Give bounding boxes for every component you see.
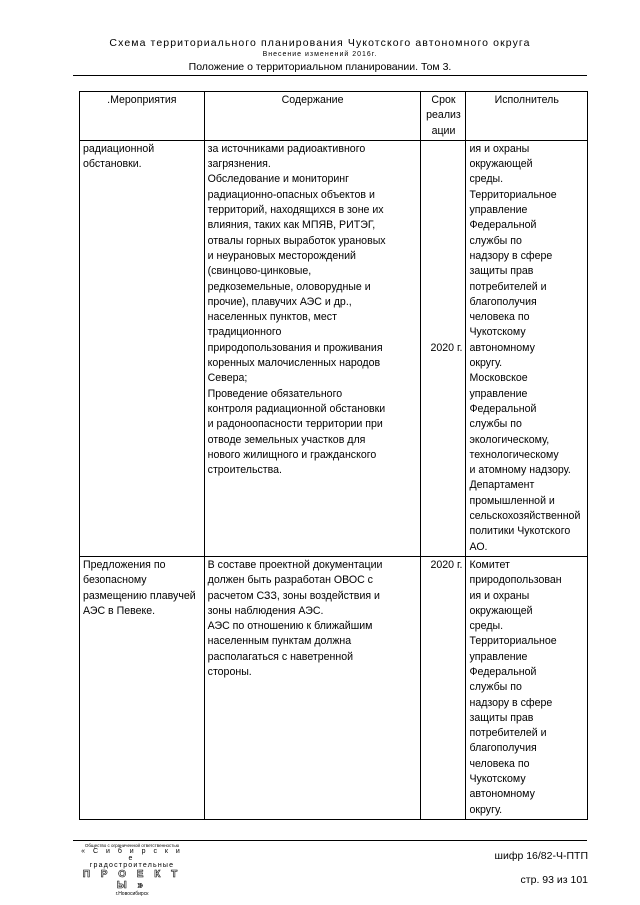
footer-divider	[73, 840, 587, 841]
measure-cell: Предложения по безопасному размещению плавучей АЭС в Певеке.	[80, 556, 205, 819]
column-header-content: Содержание	[204, 92, 421, 141]
term-value: 2020 г.	[430, 341, 463, 354]
executor-cell: ия и охраны окружающей среды. Территориальное управление Федеральной службы по надзору в сфере защиты прав потребителей и благополучия человека по Чукотскому автономному округу. Московское управление Федеральной службы по экологическому, технологическому и атомному надзору. Департамент промышленной и сельскохозяйственной политики Чукотского АО.	[466, 140, 588, 556]
logo-line-3: градостроительные	[89, 862, 175, 869]
table-row	[80, 140, 588, 556]
company-logo	[77, 843, 187, 897]
column-header-term: Срок реализ ации	[421, 92, 466, 141]
column-header-measures: .Мероприятия	[80, 92, 205, 141]
column-header-executor: Исполнитель	[466, 92, 588, 141]
header-divider	[73, 75, 587, 76]
logo-line-2: « С и б и р с к и е	[81, 848, 183, 862]
content-cell: В составе проектной документации должен быть разработан ОВОС с расчетом СЗЗ, зоны воздействия и зоны наблюдения АЭС. АЭС по отношению к ближайшим населенным пунктам должна располагаться с наветренной стороны.	[204, 556, 421, 819]
table-row	[80, 556, 588, 819]
document-subtitle: Внесение изменений 2016г.	[262, 51, 378, 58]
volume-title: Положение о территориальном планировании. Том 3.	[188, 61, 452, 73]
executor-cell: Комитет природопользован ия и охраны окружающей среды. Территориальное управление Федеральной службы по надзору в сфере защиты прав потребителей и благополучия человека по Чукотскому автономному округу.	[466, 556, 588, 819]
term-cell	[421, 556, 466, 819]
measures-table	[79, 91, 588, 820]
logo-line-1: Общество с ограниченной ответственностью	[84, 843, 180, 848]
measure-cell: радиационной обстановки.	[80, 140, 205, 556]
page-number: стр. 93 из 101	[520, 874, 588, 886]
logo-line-5: г.Новосибирск	[115, 891, 149, 897]
content-cell: за источниками радиоактивного загрязнения. Обследование и мониторинг радиационно-опасных объектов и территорий, находящихся в зоне их влияния, таких как МПЯВ, РИТЭГ, отвалы горных выработок урановых и неурановых месторождений (свинцово-цинковые, редкоземельные, оловорудные и прочие), плавучих АЭС и др., населенных пунктов, мест традиционного природопользования и проживания коренных малочисленных народов Севера; Проведение обязательного контроля радиационной обстановки и радоноопасности территории при отводе земельных участков для нового жилищного и гражданского строительства.	[204, 140, 421, 556]
term-value: 2020 г.	[430, 558, 463, 571]
logo-line-4: П Р О Е К Т Ы »	[82, 869, 182, 891]
document-cipher: шифр 16/82-Ч-ПТП	[494, 850, 588, 862]
term-cell	[421, 140, 466, 556]
table-header-row	[80, 92, 588, 141]
document-title: Схема территориального планирования Чукотского автономного округа	[109, 37, 531, 49]
